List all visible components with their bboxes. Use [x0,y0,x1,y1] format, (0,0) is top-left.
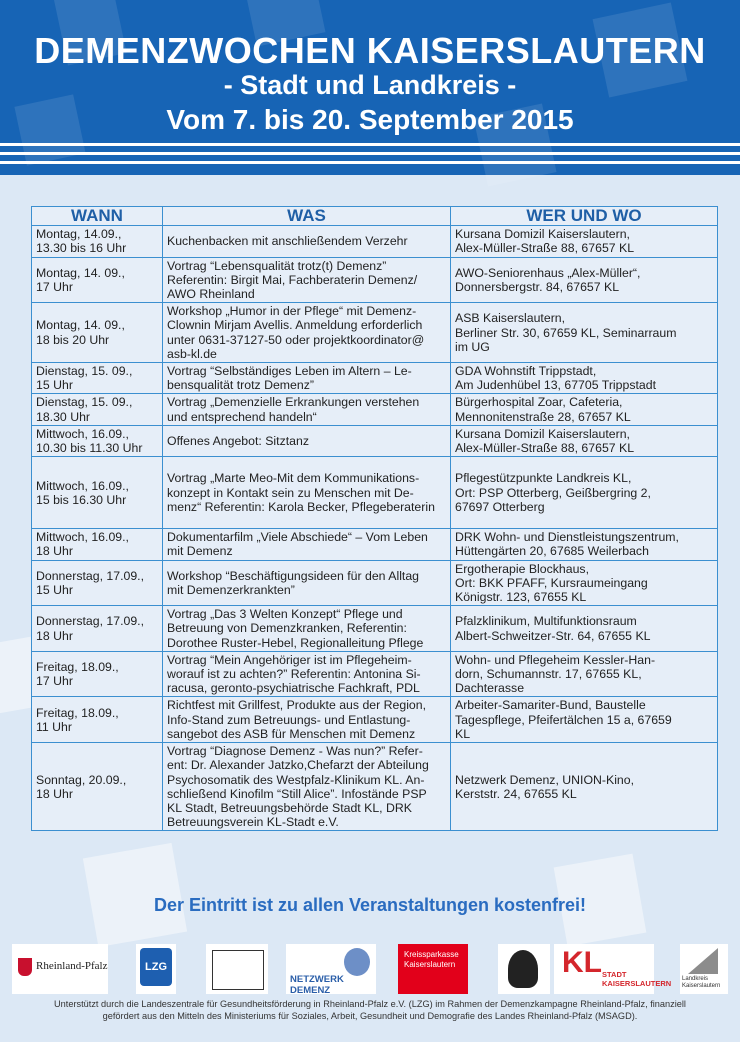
cell-wann: Dienstag, 15. 09., 18.30 Uhr [32,394,163,425]
badge-outline [212,950,264,990]
cell-wann: Montag, 14.09., 13.30 bis 16 Uhr [32,226,163,257]
cell-wann: Dienstag, 15. 09., 15 Uhr [32,363,163,394]
footer-line: gefördert aus den Mitteln des Ministeriums für Soziales, Arbeit, Gesundheit und Demografie des Landes Rheinland-Pfalz (MSAGD). [102,1011,638,1021]
logo-netzwerk-demenz [286,944,376,994]
cell-wann: Sonntag, 20.09., 18 Uhr [32,743,163,831]
cell-was: Vortrag “Lebensqualität trotz(t) Demenz” Referentin: Birgit Mai, Fachberaterin Demenz/ AWO Rheinland [163,257,451,303]
table-row [32,743,718,831]
lzg-mark: LZG [140,948,172,986]
cell-wann: Freitag, 18.09., 11 Uhr [32,697,163,743]
footer-credits [10,998,730,1022]
cell-was: Vortrag “Mein Angehöriger ist im Pflegeheim- worauf ist zu achten?” Referentin: Antonina Si- racusa, geronto-psychiatrische Fachkraft, PDL [163,651,451,697]
cell-wann: Mittwoch, 16.09., 15 bis 16.30 Uhr [32,457,163,529]
table-row [32,363,718,394]
cell-was: Vortrag “Selbständiges Leben im Altern – Le- bensqualität trotz Demenz” [163,363,451,394]
table-row [32,394,718,425]
header-wann: WANN [32,207,163,226]
cell-wer: Wohn- und Pflegeheim Kessler-Han- dorn, Schumannstr. 17, 67655 KL, Dachterasse [451,651,718,697]
cell-wer: Kursana Domizil Kaiserslautern, Alex-Müller-Straße 88, 67657 KL [451,226,718,257]
sponsor-logos [10,944,730,996]
logo-text: Kreissparkasse Kaiserslautern [404,950,459,969]
logo-text: NETZWERK DEMENZ [290,974,344,996]
logo-landkreis [680,944,728,994]
cell-was: Vortrag „Marte Meo-Mit dem Kommunikations- konzept in Kontakt sein zu Menschen mit De- menz“ Referentin: Karola Becker, Pflegeberaterin [163,457,451,529]
table-row [32,651,718,697]
cell-wer: AWO-Seniorenhaus „Alex-Müller“, Donnersbergstr. 84, 67657 KL [451,257,718,303]
cell-wer: ASB Kaiserslautern, Berliner Str. 30, 67659 KL, Seminarraum im UG [451,303,718,363]
table-row [32,303,718,363]
page-subtitle: - Stadt und Landkreis - [223,70,517,100]
header-banner [0,0,740,175]
cell-wer: Kursana Domizil Kaiserslautern, Alex-Müller-Straße 88, 67657 KL [451,425,718,456]
cell-wer: Ergotherapie Blockhaus, Ort: BKK PFAFF, Kursraumeingang Königstr. 123, 67655 KL [451,560,718,606]
table-row [32,425,718,456]
cell-wann: Freitag, 18.09., 17 Uhr [32,651,163,697]
logo-subtext: STADT KAISERSLAUTERN [602,970,672,988]
logo-rheinland-pfalz [12,944,108,994]
table-row [32,257,718,303]
cell-wer: Bürgerhospital Zoar, Cafeteria, Mennonitenstraße 28, 67657 KL [451,394,718,425]
cell-wann: Mittwoch, 16.09., 18 Uhr [32,529,163,560]
cell-wer: Netzwerk Demenz, UNION-Kino, Kerststr. 24, 67655 KL [451,743,718,831]
cell-was: Vortrag „Das 3 Welten Konzept“ Pflege und Betreuung von Demenzkranken, Referentin: Dorothee Ruster-Hebel, Regionalleitung Pflege [163,606,451,652]
table-header-row [32,207,718,226]
cell-wann: Mittwoch, 16.09., 10.30 bis 11.30 Uhr [32,425,163,456]
logo-text: KL [562,946,602,979]
table-row [32,226,718,257]
page-title: DEMENZWOCHEN KAISERSLAUTERN [34,30,706,71]
head-icon [344,948,370,976]
schedule-table [31,206,718,831]
cell-was: Richtfest mit Grillfest, Produkte aus der Region, Info-Stand zum Betreuungs- und Entlastung- sangebot des ASB für Menschen mit Demenz [163,697,451,743]
cell-was: Workshop „Humor in der Pflege“ mit Demenz- Clownin Mirjam Avellis. Anmeldung erforderlich unter 0631-37127-50 oder projektkoordinator@ asb-kl.de [163,303,451,363]
logo-text: Landkreis Kaiserslautern [682,976,721,989]
cell-wann: Donnerstag, 17.09., 15 Uhr [32,560,163,606]
cell-was: Vortrag “Diagnose Demenz - Was nun?” Refer- ent: Dr. Alexander Jatzko,Chefarzt der Abteilung Psychosomatik des Westpfalz-Klinikum KL. An- schließend Kinofilm “Still Alice”. Infostände PSP KL Stadt, Betreuungsbehörde Stadt KL, DRK Betreuungsverein KL-Stadt e.V. [163,743,451,831]
logo-text: Rheinland-Pfalz [36,960,108,972]
landkreis-mark-icon [688,948,718,974]
cell-wer: Pflegestützpunkte Landkreis KL, Ort: PSP Otterberg, Geißbergring 2, 67697 Otterberg [451,457,718,529]
logo-stadt-kaiserslautern [554,944,672,994]
logo-lokales-netzwerk [206,944,268,994]
header-was: WAS [163,207,451,226]
cell-wer: DRK Wohn- und Dienstleistungszentrum, Hüttengärten 20, 67685 Weilerbach [451,529,718,560]
cell-was: Vortrag „Demenzielle Erkrankungen verstehen und entsprechend handeln“ [163,394,451,425]
logo-kreissparkasse [398,944,468,994]
cell-wer: Pfalzklinikum, Multifunktionsraum Albert-Schweitzer-Str. 64, 67655 KL [451,606,718,652]
cell-was: Offenes Angebot: Sitztanz [163,425,451,456]
table-row [32,529,718,560]
cell-wann: Montag, 14. 09., 17 Uhr [32,257,163,303]
silhouette-icon [508,950,538,988]
table-row [32,697,718,743]
header-wer-und-wo: WER UND WO [451,207,718,226]
free-entry-notice: Der Eintritt ist zu allen Veranstaltungen kostenfrei! [153,895,587,915]
cell-wer: Arbeiter-Samariter-Bund, Baustelle Tagespflege, Pfeifertälchen 15 a, 67659 KL [451,697,718,743]
cell-was: Workshop “Beschäftigungsideen für den Alltag mit Demenzerkrankten” [163,560,451,606]
table-row [32,606,718,652]
cell-was: Dokumentarfilm „Viele Abschiede“ – Vom Leben mit Demenz [163,529,451,560]
cell-wer: GDA Wohnstift Trippstadt, Am Judenhübel 13, 67705 Trippstadt [451,363,718,394]
divider [0,161,740,164]
footer-line: Unterstützt durch die Landeszentrale für Gesundheitsförderung in Rheinland-Pfalz e.V. (LZG) im Rahmen der Demenzkampagne Rheinland-Pfalz, finanziell [54,999,686,1009]
cell-wann: Donnerstag, 17.09., 18 Uhr [32,606,163,652]
date-range: Vom 7. bis 20. September 2015 [166,104,574,135]
cell-was: Kuchenbacken mit anschließendem Verzehr [163,226,451,257]
divider [0,152,740,155]
logo-person [498,944,550,994]
table-row [32,560,718,606]
cell-wann: Montag, 14. 09., 18 bis 20 Uhr [32,303,163,363]
table-row [32,457,718,529]
coat-of-arms-icon [18,958,32,976]
divider [0,143,740,146]
logo-lzg [136,944,176,994]
